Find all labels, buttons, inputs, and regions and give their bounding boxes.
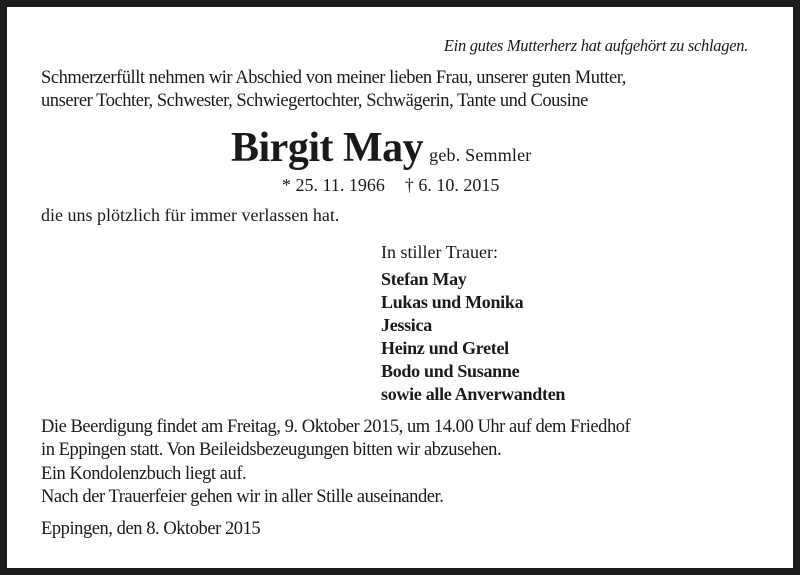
- mourner-name: Heinz und Gretel: [381, 338, 509, 358]
- funeral-details: [41, 416, 630, 509]
- life-dates: [282, 175, 499, 196]
- obituary-notice: [7, 7, 793, 568]
- mourner-name: Bodo und Susanne: [381, 361, 520, 381]
- intro-line: unserer Tochter, Schwester, Schwiegertochter, Schwägerin, Tante und Cousine: [41, 91, 588, 111]
- birth-date: * 25. 11. 1966: [282, 175, 385, 195]
- mourners-label: In stiller Trauer:: [381, 242, 498, 262]
- death-date: † 6. 10. 2015: [404, 175, 500, 195]
- deceased-name: Birgit May: [231, 125, 424, 171]
- passing-statement: die uns plötzlich für immer verlassen hat.: [41, 205, 340, 225]
- funeral-line: in Eppingen statt. Von Beileidsbezeugungen bitten wir abzusehen.: [41, 440, 502, 461]
- funeral-line: Nach der Trauerfeier gehen wir in aller Stille auseinander.: [41, 486, 444, 507]
- deceased-heading: [231, 122, 532, 174]
- intro-text: [41, 67, 626, 113]
- funeral-line: Die Beerdigung findet am Freitag, 9. Oktober 2015, um 14.00 Uhr auf dem Friedhof: [41, 417, 631, 437]
- maiden-name: geb. Semmler: [429, 145, 532, 165]
- mourner-name: Stefan May: [381, 269, 467, 289]
- place-and-date: Eppingen, den 8. Oktober 2015: [41, 519, 261, 539]
- funeral-line: Ein Kondolenzbuch liegt auf.: [41, 463, 247, 484]
- mourner-name: Jessica: [381, 315, 432, 335]
- intro-line: Schmerzerfüllt nehmen wir Abschied von meiner lieben Frau, unserer guten Mutter,: [41, 68, 626, 88]
- mourners-block: [381, 241, 565, 406]
- mourner-name: sowie alle Anverwandten: [381, 384, 566, 404]
- mourner-name: Lukas und Monika: [381, 292, 524, 312]
- motto-quote: Ein gutes Mutterherz hat aufgehört zu schlagen.: [443, 36, 748, 55]
